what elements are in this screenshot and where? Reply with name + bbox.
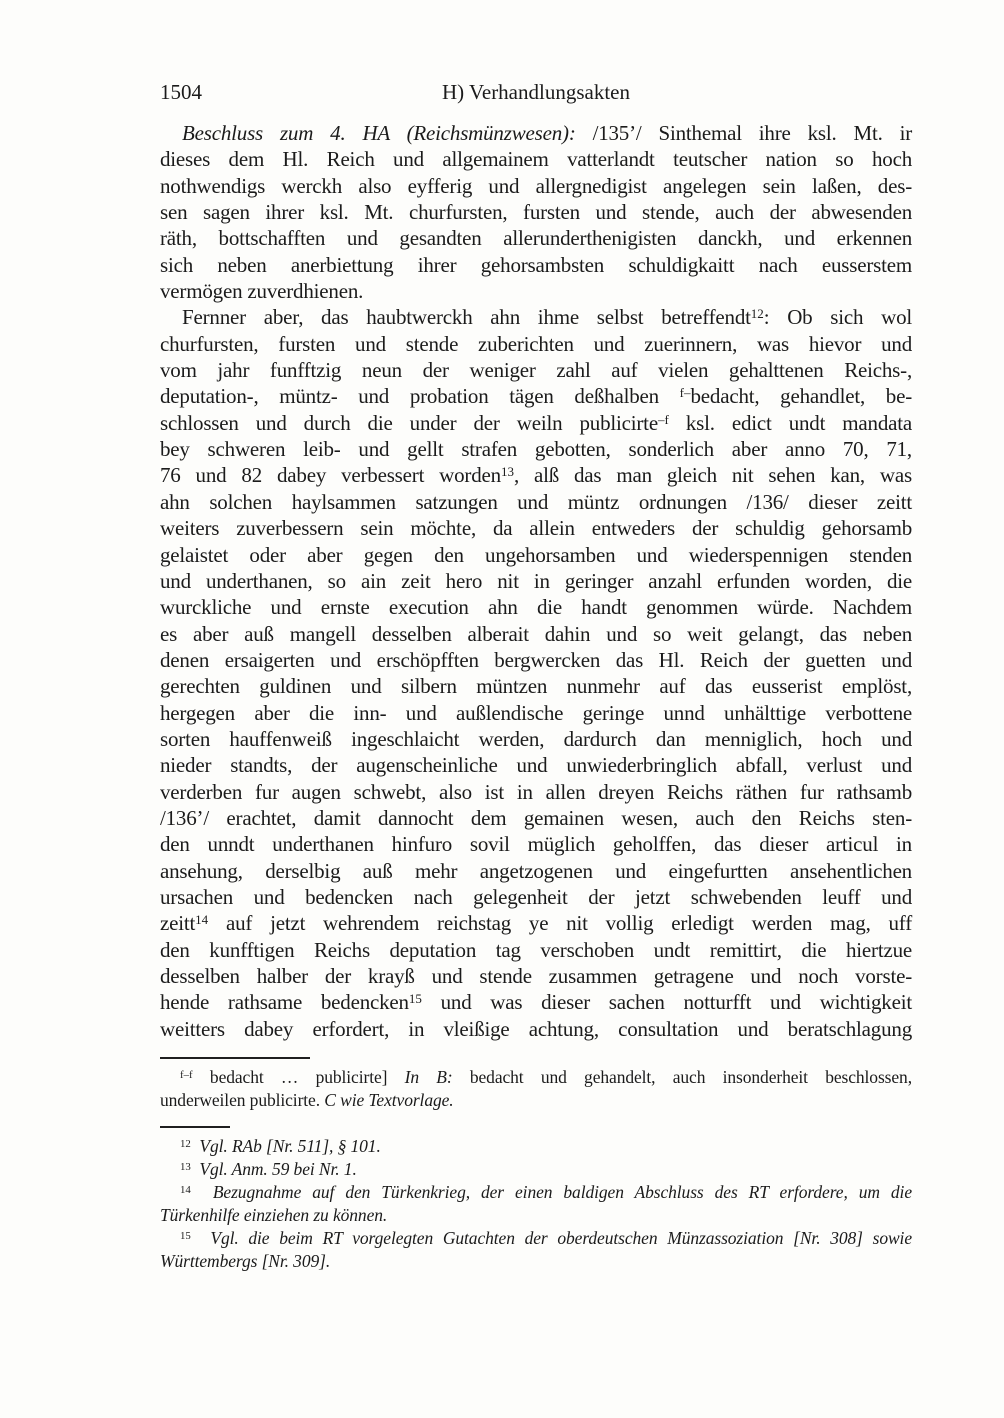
main-text: [160, 120, 912, 1042]
footnote-marker: f–f: [180, 1068, 193, 1081]
footnotes-separator-rule: [160, 1126, 230, 1128]
text-line: [160, 858, 912, 884]
text-segment: verderben fur augen schwebt, also ist in allen dreyen Reichs räthen fur rathsamb: [160, 779, 912, 804]
text-segment: räth, bottschafften und gesandten allerunderthenigisten danckh, und erkennen: [160, 226, 912, 251]
text-line: [160, 594, 912, 620]
text-line: [160, 173, 912, 199]
text-segment: auf jetzt wehrendem reichstag ye nit vollig erledigt werden mag, uff: [208, 911, 912, 936]
paragraph-fernner: [160, 304, 912, 1042]
text-segment: es aber auß mangell desselben alberait dahin und so weit gelangt, das neben: [160, 621, 912, 646]
text-line: [160, 120, 912, 146]
page-header: [160, 80, 912, 106]
text-segment: Württembergs [Nr. 309].: [160, 1251, 331, 1272]
text-segment: bey schweren leib- und gellt strafen gebotten, sonderlich aber anno 70, 71,: [160, 437, 912, 462]
text-segment: weiters zuverbessern sein möchte, da allein entweders der schuldig gehorsamb: [160, 516, 912, 541]
footnote-marker: 13: [500, 464, 514, 480]
text-line: [160, 989, 912, 1015]
text-segment: hende rathsame bedencken: [160, 990, 409, 1015]
text-segment: ksl. edict undt mandata: [668, 410, 913, 435]
footnotes: [160, 1135, 912, 1273]
text-line: [160, 357, 912, 383]
text-segment: churfursten, fursten und stende zuberichten und zuerinnern, was hievor und: [160, 331, 912, 356]
text-line: [160, 515, 912, 541]
text-line: [160, 726, 912, 752]
footnote-marker: f–: [679, 385, 691, 401]
paragraph-beschluss: [160, 120, 912, 304]
text-line: [160, 910, 912, 936]
footnote-marker: 14: [180, 1183, 191, 1196]
text-segment: zeitt: [160, 911, 196, 936]
text-segment: In B:: [404, 1067, 453, 1088]
text-line: [160, 1227, 912, 1250]
text-line: [160, 1158, 912, 1181]
text-segment: , alß das man gleich nit sehen kan, was: [513, 463, 912, 488]
text-line: [160, 410, 912, 436]
text-line: [160, 252, 912, 278]
text-line: [160, 436, 912, 462]
variant-apparatus: [160, 1066, 912, 1112]
text-segment: Bezugnahme auf den Türkenkrieg, der einen baldigen Abschluss des RT erfordere, um die: [212, 1182, 912, 1203]
text-segment: bedacht, gehandlet, be-: [690, 384, 912, 409]
text-segment: underweilen publicirte.: [160, 1090, 325, 1111]
text-segment: 76 und 82 dabey verbessert worden: [160, 463, 501, 488]
text-segment: deputation-, müntz- und probation tägen deßhalben: [160, 384, 680, 409]
text-segment: Vgl. RAb [Nr. 511], § 101.: [199, 1136, 381, 1157]
text-line: [160, 1135, 912, 1158]
text-segment: Fernner aber, das haubtwerckh ahn ihme selbst betreffendt: [182, 305, 751, 330]
text-line: [160, 462, 912, 488]
text-line: [160, 489, 912, 515]
text-line: [160, 199, 912, 225]
footnote-marker: 15: [408, 991, 422, 1007]
text-segment: /136’/ erachtet, damit dannocht dem gemainen wesen, auch den Reichs sten-: [160, 805, 912, 830]
text-line: [160, 621, 912, 647]
text-segment: hergegen aber die inn- und außlendische geringe unnd unhälttige verbottene: [160, 700, 912, 725]
text-segment: nothwendigs werckh also eyfferig und allergnedigist angelegen sein laßen, des-: [160, 173, 912, 198]
text-segment: sen sagen ihrer ksl. Mt. churfursten, fursten und stende, auch der abwesenden: [160, 200, 912, 225]
footnote-marker: –f: [657, 411, 669, 427]
text-line: [160, 752, 912, 778]
text-line: [160, 884, 912, 910]
text-line: [160, 1066, 912, 1089]
text-line: [160, 1016, 912, 1042]
text-segment: [191, 1182, 213, 1202]
text-segment: sich neben anerbiettung ihrer gehorsambsten schuldigkaitt nach eusserstem: [160, 252, 912, 277]
footnote-marker: 12: [750, 306, 764, 322]
text-segment: dieses dem Hl. Reich und allgemainem vatterlandt teutscher nation so hoch: [160, 147, 912, 172]
text-line: [160, 331, 912, 357]
text-segment: und underthanen, so ain zeit hero nit in geringer anzahl erfunden worden, die: [160, 568, 912, 593]
text-line: [160, 225, 912, 251]
text-segment: vermögen zuverdhienen.: [160, 279, 364, 304]
text-segment: [191, 1228, 211, 1248]
text-line: [160, 1181, 912, 1204]
footnote-marker: 14: [195, 912, 209, 928]
text-segment: gerechten guldinen und silbern müntzen nunmehr auf das eusserist emplöst,: [160, 674, 912, 699]
text-line: [160, 1089, 912, 1112]
text-segment: bedacht … publicirte]: [192, 1067, 405, 1088]
text-segment: bedacht und gehandelt, auch insonderheit beschlossen,: [452, 1067, 912, 1088]
text-segment: gelaistet oder aber gegen den ungehorsamben und wiederspennigen stenden: [160, 542, 912, 567]
text-segment: : Ob sich wol: [763, 305, 912, 330]
text-line: [160, 568, 912, 594]
text-segment: ahn solchen haylsammen satzungen und müntz ordnungen /136/ dieser zeitt: [160, 489, 912, 514]
text-segment: C wie Textvorlage.: [324, 1090, 454, 1111]
text-line: [160, 805, 912, 831]
text-segment: und was dieser sachen notturfft und wichtigkeit: [421, 990, 912, 1015]
text-segment: den unndt underthanen hinfuro sovil müglich geholffen, das dieser articul in: [160, 832, 912, 857]
text-segment: desselben halber der krayß und stende zusammen getragene und noch vorste-: [160, 964, 912, 988]
text-segment: wurckliche und ernste execution ahn die handt genommen würde. Nachdem: [160, 595, 912, 620]
text-line: [160, 673, 912, 699]
text-segment: /135’/ Sinthemal ihre ksl. Mt. ir: [575, 121, 912, 145]
text-line: [160, 304, 912, 330]
text-line: [160, 278, 912, 304]
text-line: [160, 779, 912, 805]
text-segment: ansehung, derselbig auß mehr angetzogenen und eingefurtten ansehentlichen: [160, 858, 912, 883]
running-title: H) Verhandlungsakten: [442, 80, 630, 104]
text-line: [160, 700, 912, 726]
footnote-marker: 15: [180, 1229, 191, 1242]
text-line: [160, 963, 912, 989]
text-segment: Vgl. Anm. 59 bei Nr. 1.: [199, 1159, 357, 1180]
footnote-marker: 12: [180, 1137, 191, 1150]
text-segment: denen ersaigerten und erschöpfften bergwercken das Hl. Reich der guetten und: [160, 647, 912, 672]
text-line: [160, 647, 912, 673]
text-segment: sorten hauffenweiß ingeschlaicht werden, dardurch dan menniglich, hoch und: [160, 726, 912, 751]
text-line: [160, 383, 912, 409]
text-segment: ursachen und bedencken nach gelegenheit der jetzt schwebenden leuff und: [160, 884, 912, 909]
text-segment: Türkenhilfe einziehen zu können.: [160, 1205, 388, 1226]
variant-apparatus-separator-rule: [160, 1057, 310, 1059]
text-segment: den kunfftigen Reichs deputation tag verschoben undt remittirt, die hiertzue: [160, 937, 912, 962]
text-line: [160, 831, 912, 857]
footnote-marker: 13: [180, 1160, 191, 1173]
text-segment: vom jahr funfftzig neun der weniger zahl auf vielen gehalttenen Reichs-,: [160, 358, 912, 383]
book-page: [160, 0, 912, 1273]
text-segment: Beschluss zum 4. HA (Reichsmünzwesen):: [182, 121, 576, 145]
page-number: 1504: [160, 80, 202, 104]
text-segment: Vgl. die beim RT vorgelegten Gutachten der oberdeutschen Münzassoziation [Nr. 308] sowie: [210, 1228, 912, 1249]
text-segment: nieder standts, der augenscheinliche und unwiederbringlich abfall, verlust und: [160, 753, 912, 778]
text-segment: weitters dabey erfordert, in vleißige achtung, consultation und beratschlagung: [160, 1016, 912, 1041]
text-line: [160, 542, 912, 568]
text-line: [160, 1204, 912, 1227]
text-line: [160, 937, 912, 963]
text-segment: schlossen und durch die under der weiln publicirte: [160, 410, 658, 435]
text-line: [160, 146, 912, 172]
text-line: [160, 1250, 912, 1273]
